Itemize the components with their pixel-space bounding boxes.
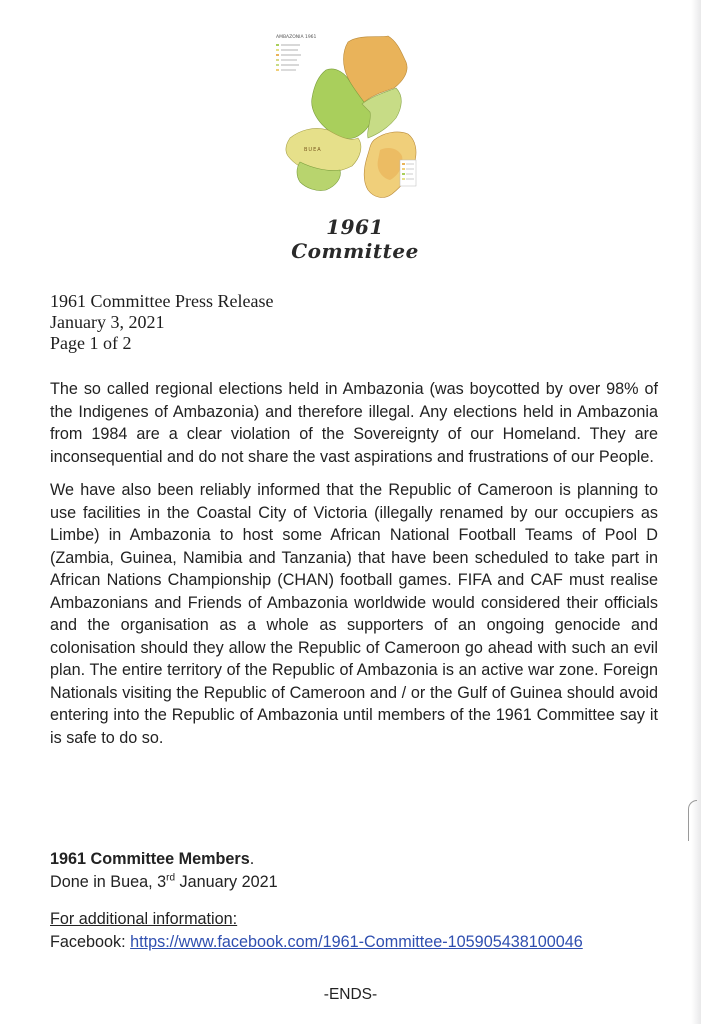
ends-marker: -ENDS- — [323, 986, 378, 1003]
additional-info-label: For additional information: — [50, 910, 238, 928]
map-legend — [276, 44, 301, 71]
facebook-line — [50, 931, 583, 954]
facebook-label: Facebook: — [50, 932, 131, 951]
press-release-body — [50, 378, 658, 760]
additional-info-block — [50, 908, 583, 953]
map-title: AMBAZONIA 1961 — [276, 35, 317, 40]
committee-members-block — [50, 848, 278, 893]
press-release-title: 1961 Committee Press Release — [50, 291, 274, 311]
press-release-header — [50, 291, 273, 354]
done-in-line: Done in Buea, 3rd January 2021 — [50, 872, 278, 891]
committee-members-title: 1961 Committee Members. — [50, 850, 255, 868]
body-paragraph-1: The so called regional elections held in Ambazonia (was boycotted by over 98% of the Indigenes of Ambazonia) and therefore illegal. Any elections held in Ambazonia from 1984 are a clear violation of the Sovereignty of our Homeland. They are inconsequential and do not share the vast aspirations and frustrations of our People. — [50, 380, 658, 466]
map-region-label: BUEA — [304, 147, 322, 153]
page-edge-shadow — [691, 0, 701, 1024]
map-inset-legend — [400, 160, 416, 186]
facebook-link[interactable]: https://www.facebook.com/1961-Committee-105905438100046 — [130, 932, 583, 951]
page-curl-mark — [688, 800, 697, 841]
press-release-date: January 3, 2021 — [50, 312, 165, 332]
committee-signature: 1961 Committee — [291, 215, 419, 263]
body-paragraph-2: We have also been reliably informed that the Republic of Cameroon is planning to use facilities in the Coastal City of Victoria (illegally renamed by our occupiers as Limbe) in Ambazonia to host some African National Football Teams of Pool D (Zambia, Guinea, Namibia and Tanzania) that have been scheduled to take part in African Nations Championship (CHAN) football games. FIFA and CAF must realise Ambazonians and Friends of Ambazonia worldwide would considered their officials and the organisation as a whole as supporters of an ongoing genocide and colonisation should they allow the Republic of Cameroon go ahead with such an evil plan. The entire territory of the Republic of Ambazonia is an active war zone. Foreign Nationals visiting the Republic of Cameroon and / or the Gulf of Guinea should avoid entering into the Republic of Ambazonia until members of the 1961 Committee say it is safe to do so. — [50, 481, 658, 747]
press-release-page: Page 1 of 2 — [50, 333, 132, 353]
ambazonia-map-logo — [270, 26, 440, 216]
